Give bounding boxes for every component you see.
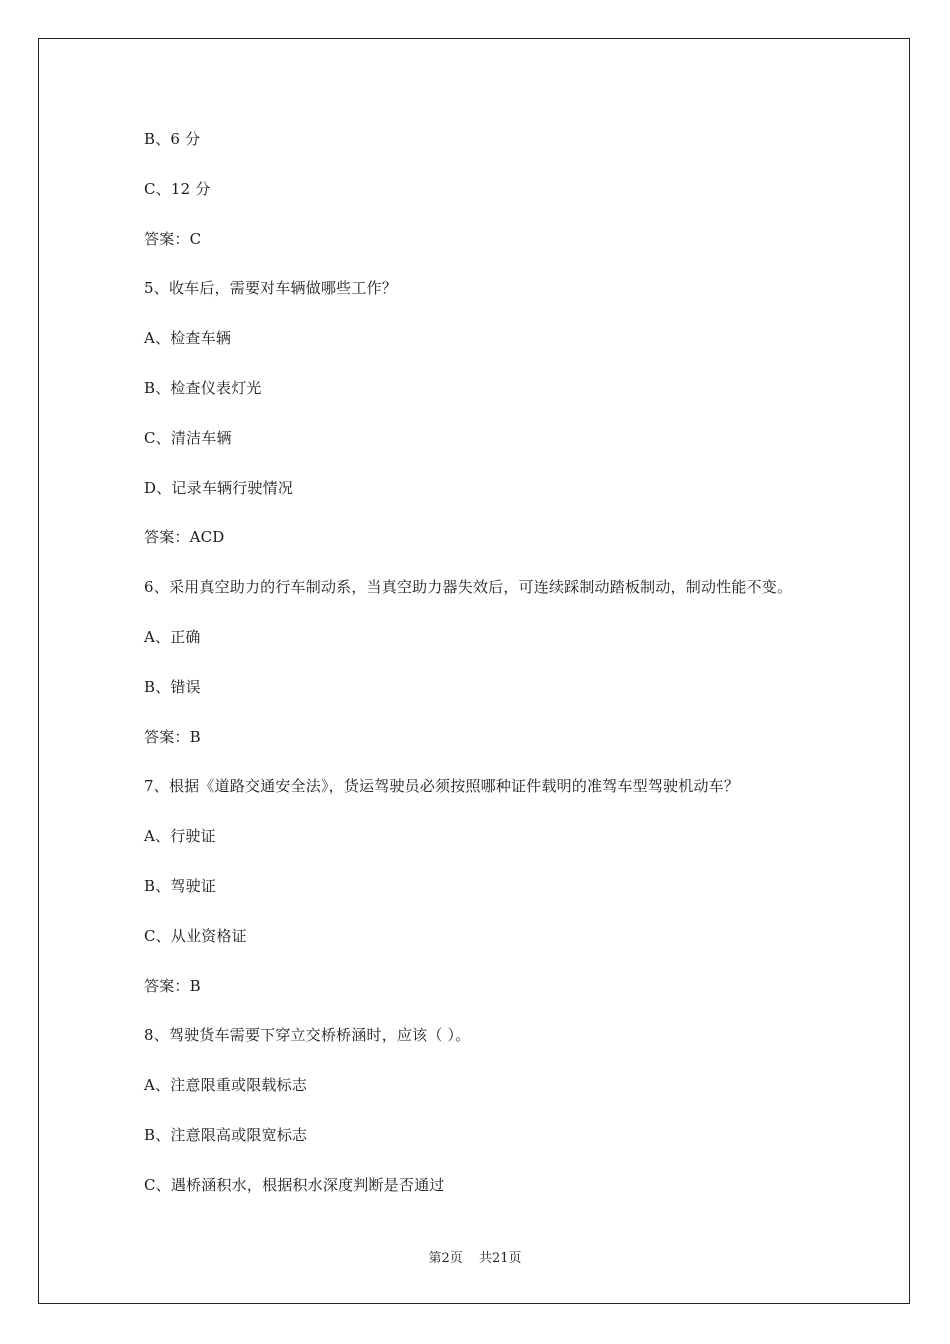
question-5: 5、收车后，需要对车辆做哪些工作？ xyxy=(144,279,397,298)
answer-q5: 答案：ACD xyxy=(144,528,225,547)
option-b-6: B、6 分 xyxy=(144,130,201,148)
q5-option-b: B、检查仪表灯光 xyxy=(144,378,262,397)
document-body xyxy=(144,126,844,1222)
question-7: 7、根据《道路交通安全法》，货运驾驶员必须按照哪种证件载明的准驾车型驾驶机动车？ xyxy=(144,777,740,796)
q7-option-a: A、行驶证 xyxy=(144,827,216,846)
q5-option-a: A、检查车辆 xyxy=(144,329,232,348)
page-footer xyxy=(0,1247,950,1266)
q8-option-c: C、遇桥涵积水，根据积水深度判断是否通过 xyxy=(144,1175,445,1194)
option-c-12: C、12 分 xyxy=(144,179,211,198)
page-number: 第2页 xyxy=(428,1251,463,1266)
question-6: 6、采用真空助力的行车制动系，当真空助力器失效后，可连续踩制动踏板制动，制动性能不变。 xyxy=(144,578,793,597)
q8-option-b: B、注意限高或限宽标志 xyxy=(144,1125,308,1144)
q7-option-c: C、从业资格证 xyxy=(144,926,247,945)
q7-option-b: B、驾驶证 xyxy=(144,876,217,895)
q6-option-a: A、正确 xyxy=(144,627,201,646)
q5-option-c: C、清洁车辆 xyxy=(144,428,232,447)
answer-q7: 答案：B xyxy=(144,976,201,995)
answer-q4: 答案：C xyxy=(144,229,202,248)
q8-option-a: A、注意限重或限载标志 xyxy=(144,1076,308,1095)
q6-option-b: B、错误 xyxy=(144,677,201,696)
question-8: 8、驾驶货车需要下穿立交桥桥涵时，应该（ ）。 xyxy=(144,1026,471,1045)
answer-q6: 答案：B xyxy=(144,727,201,746)
page-total: 共21页 xyxy=(478,1251,522,1266)
q5-option-d: D、记录车辆行驶情况 xyxy=(144,478,294,497)
